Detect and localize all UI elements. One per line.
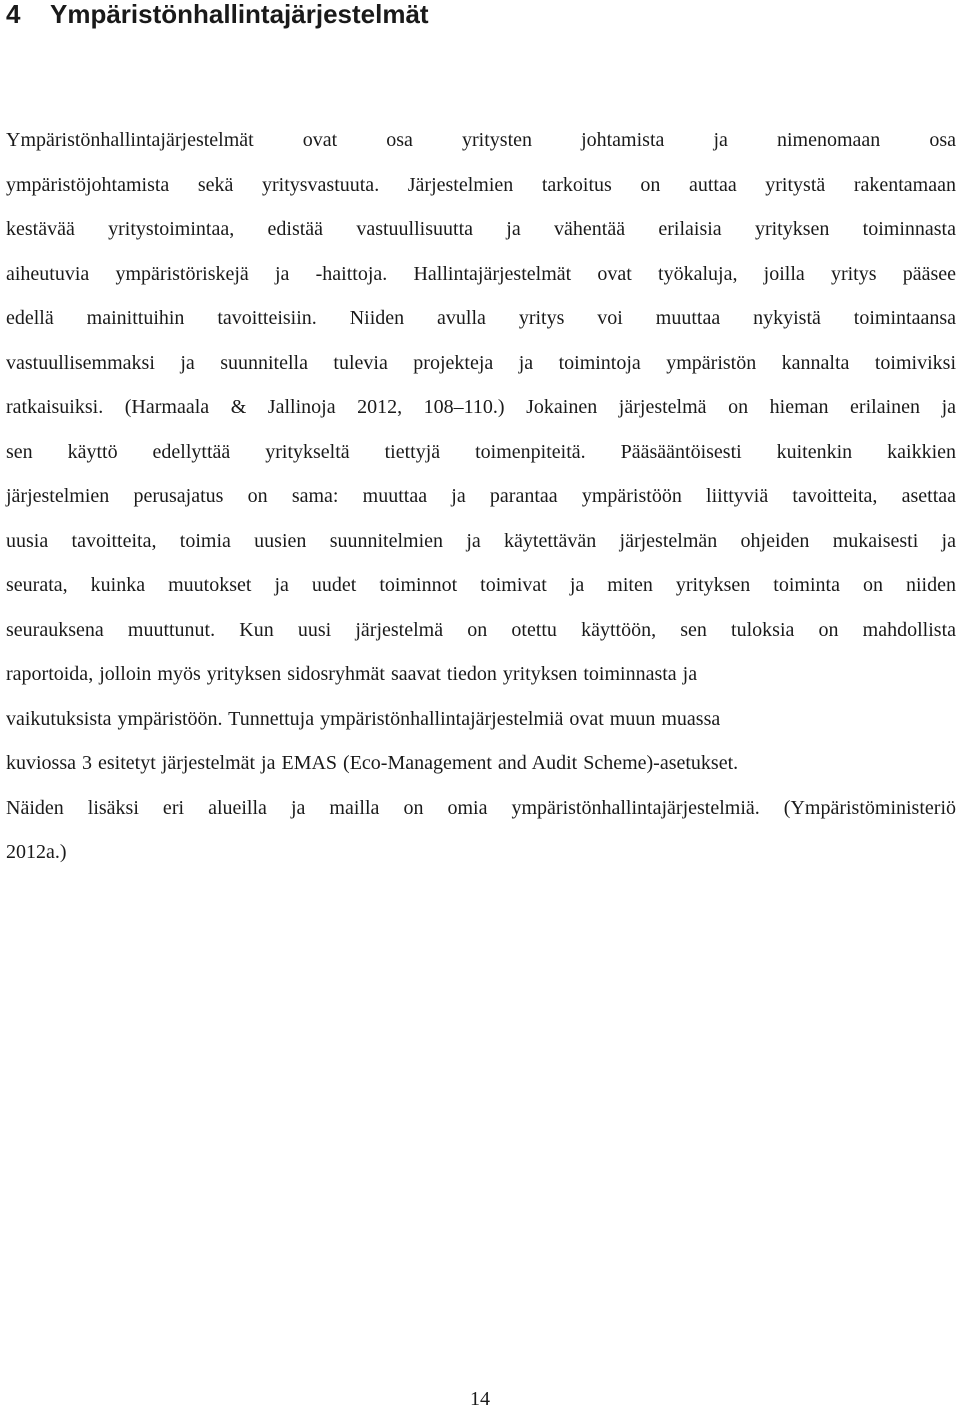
paragraph-line: seurauksena muuttunut. Kun uusi järjestelmä on otettu käyttöön, sen tuloksia on mahdollista	[6, 618, 956, 641]
paragraph-line: ratkaisuiksi. (Harmaala & Jallinoja 2012, 108–110.) Jokainen järjestelmä on hieman erilainen ja	[6, 396, 956, 418]
paragraph-line: kuviossa 3 esitetyt järjestelmät ja EMAS (Eco-Management and Audit Scheme)-asetukset.	[6, 752, 739, 774]
paragraph-line: vaikutuksista ympäristöön. Tunnettuja ympäristönhallintajärjestelmiä ovat muun muassa	[6, 707, 721, 730]
paragraph-line: raportoida, jolloin myös yrityksen sidosryhmät saavat tiedon yrityksen toiminnasta ja	[6, 663, 698, 685]
paragraph-line: ympäristöjohtamista sekä yritysvastuuta. Järjestelmien tarkoitus on auttaa yritystä rakentamaan	[6, 173, 956, 196]
paragraph-line: sen käyttö edellyttää yritykseltä tiettyjä toimenpiteitä. Pääsääntöisesti kuitenkin kaikkien	[6, 440, 956, 463]
page-number: 14	[470, 1388, 490, 1410]
body-paragraph	[6, 118, 956, 875]
paragraph-line: kestävää yritystoimintaa, edistää vastuullisuutta ja vähentää erilaisia yrityksen toiminnasta	[6, 218, 956, 240]
paragraph-line: vastuullisemmaksi ja suunnitella tulevia projekteja ja toimintoja ympäristön kannalta toimiviksi	[6, 351, 956, 374]
paragraph-line: Näiden lisäksi eri alueilla ja mailla on omia ympäristönhallintajärjestelmiä. (Ympäristöministeriö	[6, 796, 956, 819]
paragraph-line: uusia tavoitteita, toimia uusien suunnitelmien ja käytettävän järjestelmän ohjeiden mukaisesti ja	[6, 529, 956, 552]
section-title: Ympäristönhallintajärjestelmät	[50, 0, 429, 29]
paragraph-line: järjestelmien perusajatus on sama: muuttaa ja parantaa ympäristöön liittyviä tavoitteita, asettaa	[6, 485, 956, 507]
paragraph-line: aiheutuvia ympäristöriskejä ja -haittoja. Hallintajärjestelmät ovat työkaluja, joilla yritys pääsee	[6, 262, 956, 285]
paragraph-line: edellä mainittuihin tavoitteisiin. Niiden avulla yritys voi muuttaa nykyistä toimintaansa	[6, 307, 956, 329]
section-number: 4	[6, 0, 21, 29]
paragraph-line: Ympäristönhallintajärjestelmät ovat osa yritysten johtamista ja nimenomaan osa	[6, 129, 956, 151]
paragraph-line: 2012a.)	[6, 841, 67, 863]
section-heading	[6, 0, 429, 32]
paragraph-line: seurata, kuinka muutokset ja uudet toiminnot toimivat ja miten yrityksen toiminta on niiden	[6, 574, 956, 596]
